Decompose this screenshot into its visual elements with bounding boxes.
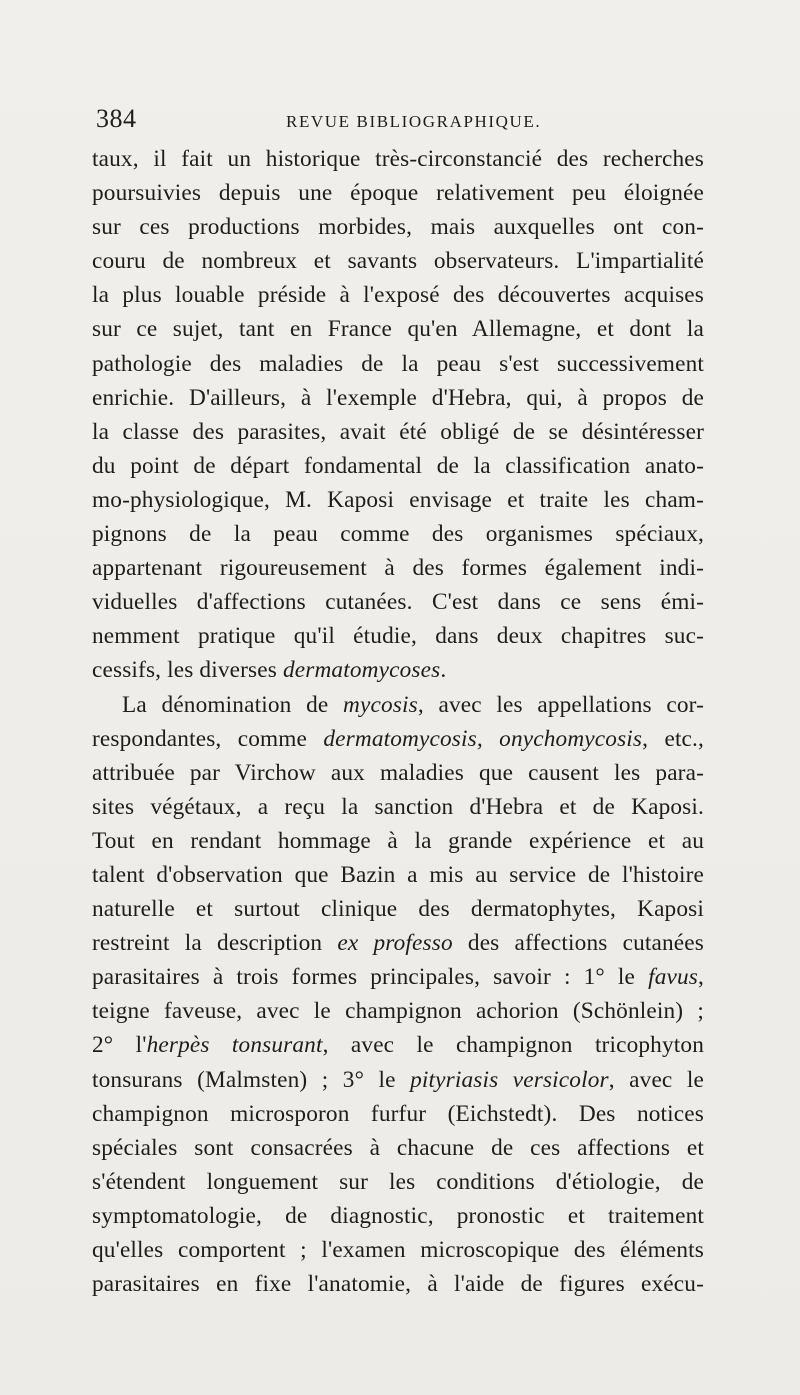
italic-term: favus: [648, 964, 699, 991]
text-run: .: [440, 657, 447, 684]
running-head: REVUE BIBLIOGRAPHIQUE.: [286, 112, 542, 131]
text-line: pignons de la peau comme des organismes spéciaux,: [92, 521, 704, 548]
italic-term: ex professo: [337, 930, 453, 957]
text-line-mixed: [92, 722, 704, 756]
text-line-mixed: [92, 960, 704, 994]
page-number: 384: [96, 104, 137, 133]
text-run: cessifs, les diverses: [92, 657, 283, 684]
text-line: s'étendent longuement sur les conditions d'étiologie, de: [92, 1168, 704, 1195]
text-line: sur ces productions morbides, mais auxquelles ont con-: [92, 214, 704, 241]
text-run: , avec le champignon tricophyton: [322, 1032, 704, 1059]
text-run: respondantes, comme: [92, 725, 324, 752]
text-line: champignon microsporon furfur (Eichstedt). Des notices: [92, 1100, 704, 1127]
text-run: La dénomination de: [122, 691, 344, 718]
italic-term: pityriasis versicolor: [410, 1066, 609, 1093]
text-run: restreint la description: [92, 930, 338, 957]
text-line-mixed: [92, 926, 704, 960]
text-line: pathologie des maladies de la peau s'est successivement: [92, 350, 704, 377]
paragraph-start-line: [92, 688, 704, 722]
text-line: sites végétaux, a reçu la sanction d'Hebra et de Kaposi.: [92, 793, 704, 820]
page-header: [96, 104, 706, 138]
italic-term: dermatomycosis, onychomycosis: [323, 725, 643, 752]
text-line: du point de départ fondamental de la classification anato-: [92, 452, 704, 479]
text-line: viduelles d'affections cutanées. C'est dans ce sens émi-: [92, 589, 704, 616]
text-line: la plus louable préside à l'exposé des découvertes acquises: [92, 282, 704, 309]
italic-term: dermatomycoses: [282, 657, 441, 684]
text-run: tonsurans (Malmsten) ; 3° le: [92, 1066, 411, 1093]
text-line: naturelle et surtout clinique des dermatophytes, Kaposi: [92, 896, 704, 923]
text-run: 2° l': [92, 1032, 147, 1059]
text-line-mixed: [92, 653, 704, 687]
text-line-mixed: [92, 1028, 704, 1062]
text-line: parasitaires en fixe l'anatomie, à l'aide de figures exécu-: [92, 1271, 704, 1298]
text-line: talent d'observation que Bazin a mis au service de l'histoire: [92, 861, 704, 888]
text-line: teigne faveuse, avec le champignon achorion (Schönlein) ;: [92, 998, 704, 1025]
text-line: sur ce sujet, tant en France qu'en Allemagne, et dont la: [92, 316, 704, 343]
text-line: spéciales sont consacrées à chacune de ces affections et: [92, 1134, 704, 1161]
text-run: des affections cutanées: [452, 930, 704, 957]
italic-term: mycosis: [343, 691, 418, 718]
text-run: ,: [698, 964, 704, 991]
text-line: appartenant rigoureusement à des formes également indi-: [92, 555, 704, 582]
text-line: Tout en rendant hommage à la grande expérience et au: [92, 827, 704, 854]
text-line: la classe des parasites, avait été obligé de se désintéresser: [92, 418, 704, 445]
text-run: , avec le: [608, 1066, 704, 1093]
text-run: , avec les appellations cor-: [417, 691, 704, 718]
body-text: [92, 142, 704, 1301]
text-line-mixed: [92, 1063, 704, 1097]
text-line: nemment pratique qu'il étudie, dans deux chapitres suc-: [92, 623, 704, 650]
text-run: parasitaires à trois formes principales, savoir : 1° le: [92, 964, 649, 991]
text-line: taux, il fait un historique très-circonstancié des recherches: [92, 146, 704, 172]
text-line: qu'elles comportent ; l'examen microscopique des éléments: [92, 1237, 704, 1263]
text-line: enrichie. D'ailleurs, à l'exemple d'Hebra, qui, à propos de: [92, 384, 704, 411]
text-line: attribuée par Virchow aux maladies que causent les para-: [92, 759, 704, 786]
text-line: poursuivies depuis une époque relativement peu éloignée: [92, 180, 704, 207]
italic-term: herpès tonsurant: [146, 1032, 323, 1059]
text-line: mo-physiologique, M. Kaposi envisage et traite les cham-: [92, 486, 704, 513]
text-line: symptomatologie, de diagnostic, pronostic et traitement: [92, 1202, 704, 1229]
text-run: , etc.,: [642, 725, 704, 752]
text-line: couru de nombreux et savants observateurs. L'impartialité: [92, 248, 704, 275]
